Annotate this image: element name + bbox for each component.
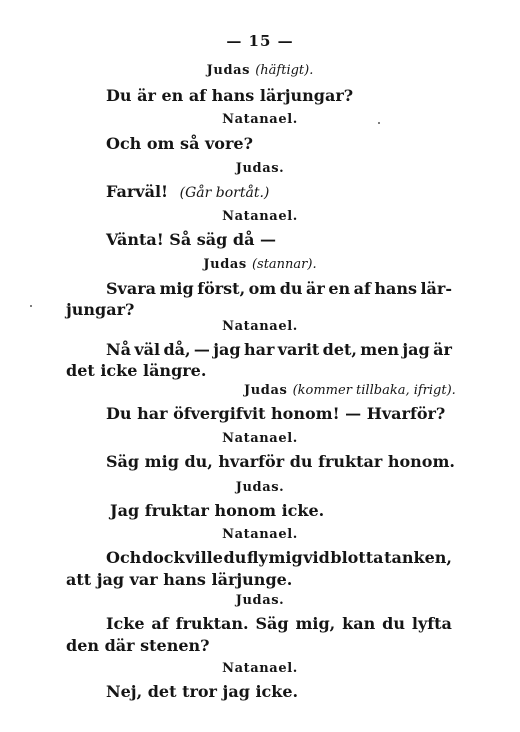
dialogue-line: Säg mig du, hvarför du fruktar honom.: [106, 452, 455, 471]
word: Säg: [255, 614, 289, 633]
speaker-heading: [0, 660, 520, 678]
dialogue-line: [106, 548, 452, 568]
dialogue-line: det icke längre.: [66, 361, 207, 380]
word: lär-: [420, 279, 452, 298]
word: fly: [246, 548, 268, 567]
word: mig,: [295, 614, 336, 633]
speaker-name: Natanael.: [222, 112, 298, 127]
word: mig: [159, 279, 194, 298]
speaker-name: Judas.: [235, 480, 285, 495]
stage-direction: (kommer tillbaka, ifrigt).: [292, 383, 456, 398]
word: är: [433, 340, 452, 359]
word: Svara: [106, 279, 157, 298]
page-number: — 15 —: [226, 32, 294, 50]
speaker-name: Natanael.: [222, 209, 298, 224]
dialogue-line: [106, 614, 452, 634]
word: Icke: [106, 614, 145, 633]
dialogue-line: Du har öfvergifvit honom! — Hvarför?: [106, 404, 446, 423]
speaker-name: Natanael.: [222, 527, 298, 542]
word: af: [151, 614, 169, 633]
speaker-name: Natanael.: [222, 431, 298, 446]
word: —: [193, 340, 210, 359]
stage-direction: (Går bortåt.): [179, 185, 270, 201]
stage-direction: (häftigt).: [255, 63, 314, 78]
word: har: [243, 340, 275, 359]
dialogue-line: Och om så vore?: [106, 134, 253, 153]
print-speck: [30, 305, 32, 307]
dialogue-line: jungar?: [66, 300, 135, 319]
print-speck: [378, 122, 380, 124]
word: du: [279, 279, 303, 298]
word: Och: [106, 548, 142, 567]
word: ville: [185, 548, 223, 567]
dialogue-line: Vänta! Så säg då —: [106, 230, 277, 249]
word: om: [248, 279, 277, 298]
word: då,: [163, 340, 191, 359]
speaker-name: Natanael.: [222, 319, 298, 334]
word: lyfta: [411, 614, 452, 633]
speaker-heading: [0, 208, 520, 226]
word: jag: [213, 340, 241, 359]
speaker-heading: [0, 62, 520, 80]
word: blotta: [330, 548, 384, 567]
dialogue-line: den där stenen?: [66, 636, 210, 655]
speaker-name: Judas.: [235, 593, 285, 608]
speaker-name: Judas: [244, 383, 288, 398]
word: väl: [134, 340, 161, 359]
speaker-heading: [0, 592, 520, 610]
dialogue-line: Du är en af hans lärjungar?: [106, 86, 354, 105]
word: kan: [342, 614, 376, 633]
word: dock: [141, 548, 185, 567]
word: hans: [374, 279, 417, 298]
word: Nå: [106, 340, 131, 359]
dialogue-line: att jag var hans lärjunge.: [66, 570, 293, 589]
dialogue-line: [106, 279, 452, 299]
word: mig: [268, 548, 303, 567]
word: tanken,: [384, 548, 452, 567]
dialogue-line: Nej, det tror jag icke.: [106, 682, 299, 701]
word: af: [353, 279, 371, 298]
stage-direction: (stannar).: [251, 257, 317, 272]
word: först,: [197, 279, 246, 298]
dialogue-text: Farväl!: [106, 182, 169, 201]
word: jag: [402, 340, 430, 359]
speaker-name: Judas.: [235, 161, 285, 176]
speaker-name: Judas: [203, 257, 247, 272]
speaker-name: Judas: [206, 63, 251, 78]
word: varit: [277, 340, 320, 359]
word: fruktan.: [175, 614, 249, 633]
speaker-heading: [0, 318, 520, 336]
speaker-heading: [244, 382, 456, 400]
speaker-heading: [0, 256, 520, 274]
word: vid: [303, 548, 330, 567]
dialogue-line: [106, 340, 452, 360]
speaker-heading: [0, 111, 520, 129]
speaker-heading: [0, 526, 520, 544]
speaker-heading: [0, 160, 520, 178]
word: du: [223, 548, 247, 567]
word: men: [360, 340, 400, 359]
dialogue-line: Jag fruktar honom icke.: [110, 501, 325, 520]
speaker-heading: [0, 479, 520, 497]
word: det,: [322, 340, 357, 359]
word: du: [382, 614, 405, 633]
speaker-name: Natanael.: [222, 661, 298, 676]
word: är: [306, 279, 325, 298]
word: en: [328, 279, 351, 298]
dialogue-line: [106, 182, 269, 203]
speaker-heading: [0, 430, 520, 448]
